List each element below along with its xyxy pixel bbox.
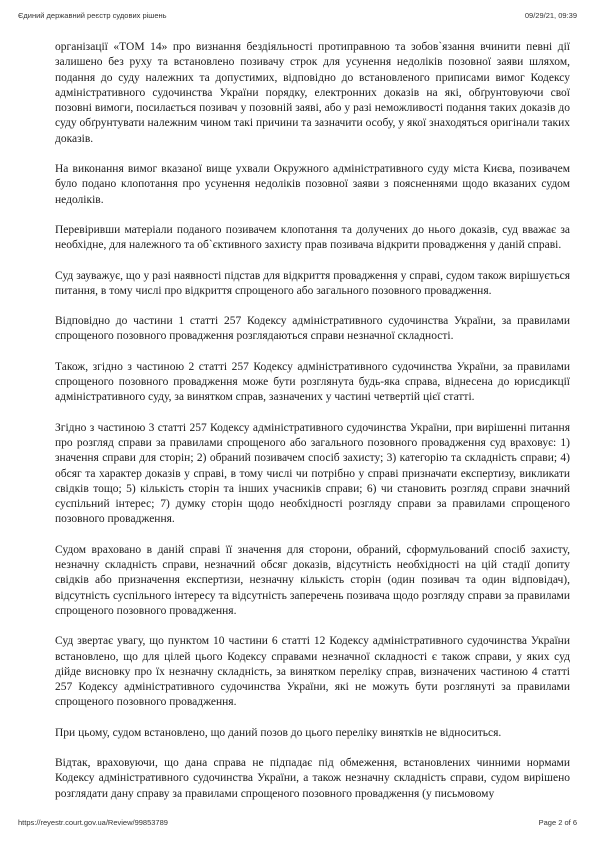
paragraph: При цьому, судом встановлено, що даний позов до цього переліку винятків не відноситься.: [55, 726, 502, 739]
header-title: Єдиний державний реєстр судових рішень: [18, 11, 167, 20]
paragraph: На виконання вимог вказаної вище ухвали Окружного адміністративного суду міста Києва, позивачем було подано клопотання про усунення недоліків позовної заяви з поясненнями щодо вказаних судом недоліків.: [55, 163, 570, 206]
page-footer: [18, 818, 577, 827]
paragraph: організації «ТОМ 14» про визнання бездіяльності протиправною та зобов`язання вчинити певні дії залишено без руху та встановлено позивачу строк для усунення недоліків позовної заяви шляхом, подання до суду належних та допустимих, відповідно до встановленого приписами вимог Кодексу адміністративного судочинства України порядку, електронних доказів на які, обґрунтовуючи свої позовні вимоги, посилається позивач у позовній заяві, або у разі неможливості подання таких доказів до суду обґрунтувати належним чином такі причини та зазначити особу, у якої знаходяться оригінали таких доказів.: [55, 41, 570, 145]
paragraph: Судом враховано в даній справі її значення для сторони, обраний, сформульований спосіб захисту, незначну складність справи, незначний обсяг доказів, відсутність необхідності на цій стадії допиту свідків або призначення експертизи, незначну кількість сторін (один позивач та один відповідач), відсутність суспільного інтересу та відсутність заперечень позивача щодо розгляду справи за правилами спрощеного позовного провадження.: [55, 543, 570, 617]
page-number: Page 2 of 6: [538, 818, 577, 827]
footer-url[interactable]: https://reyestr.court.gov.ua/Review/99853789: [18, 818, 168, 827]
paragraph: Згідно з частиною 3 статті 257 Кодексу адміністративного судочинства України, при вирішенні питання про розгляд справи за правилами спрощеного або загального позовного провадження суд враховує: 1) значення справи для сторін; 2) обраний позивачем спосіб захисту; 3) категорію та складність справи; 4) обсяг та характер доказів у справі, в тому числі чи потрібно у справі призначати експертизу, викликати свідків тощо; 5) кількість сторін та інших учасників справи; 6) чи становить розгляд справи значний суспільний інтерес; 7) думку сторін щодо необхідності розгляду справи за правилами спрощеного позовного провадження.: [55, 421, 570, 526]
paragraph: Перевіривши матеріали поданого позивачем клопотання та долучених до нього доказів, суд вважає за необхідне, для належного та об`єктивного захисту прав позивача відкрити провадження у даній справі.: [55, 223, 570, 252]
paragraph: Також, згідно з частиною 2 статті 257 Кодексу адміністративного судочинства України, за правилами спрощеного позовного провадження може бути розглянута будь-яка справа, віднесена до юрисдикції адміністративного суду, за винятком справ, зазначених у частині четвертій цієї статті.: [55, 360, 570, 404]
paragraph: Суд звертає увагу, що пунктом 10 частини 6 статті 12 Кодексу адміністративного судочинства України встановлено, що для цілей цього Кодексу справами незначної складності є також справи, у яких суд дійде висновку про їх незначну складність, за винятком переліку справ, визначених частиною 4 статті 257 Кодексу адміністративного судочинства України, які не можуть бути розглянуті за правилами спрощеного позовного провадження.: [55, 635, 570, 709]
paragraph: Відповідно до частини 1 статті 257 Кодексу адміністративного судочинства України, за правилами спрощеного позовного провадження розглядаються справи незначної складності.: [55, 315, 570, 343]
header-datetime: 09/29/21, 09:39: [524, 11, 577, 20]
document-body: [55, 40, 570, 802]
paragraph: Відтак, враховуючи, що дана справа не підпадає під обмеження, встановлених чинними нормами Кодексу адміністративного судочинства України, а також незначну складність справи, судом вирішено розглядати дану справу за правилами спрощеного позовного провадження (у письмовому: [55, 756, 570, 800]
page-header: [18, 11, 577, 20]
paragraph: Суд зауважує, що у разі наявності підстав для відкриття провадження у справі, судом також вирішується питання, в тому числі про відкриття спрощеного або загального позовного провадження.: [55, 269, 570, 297]
